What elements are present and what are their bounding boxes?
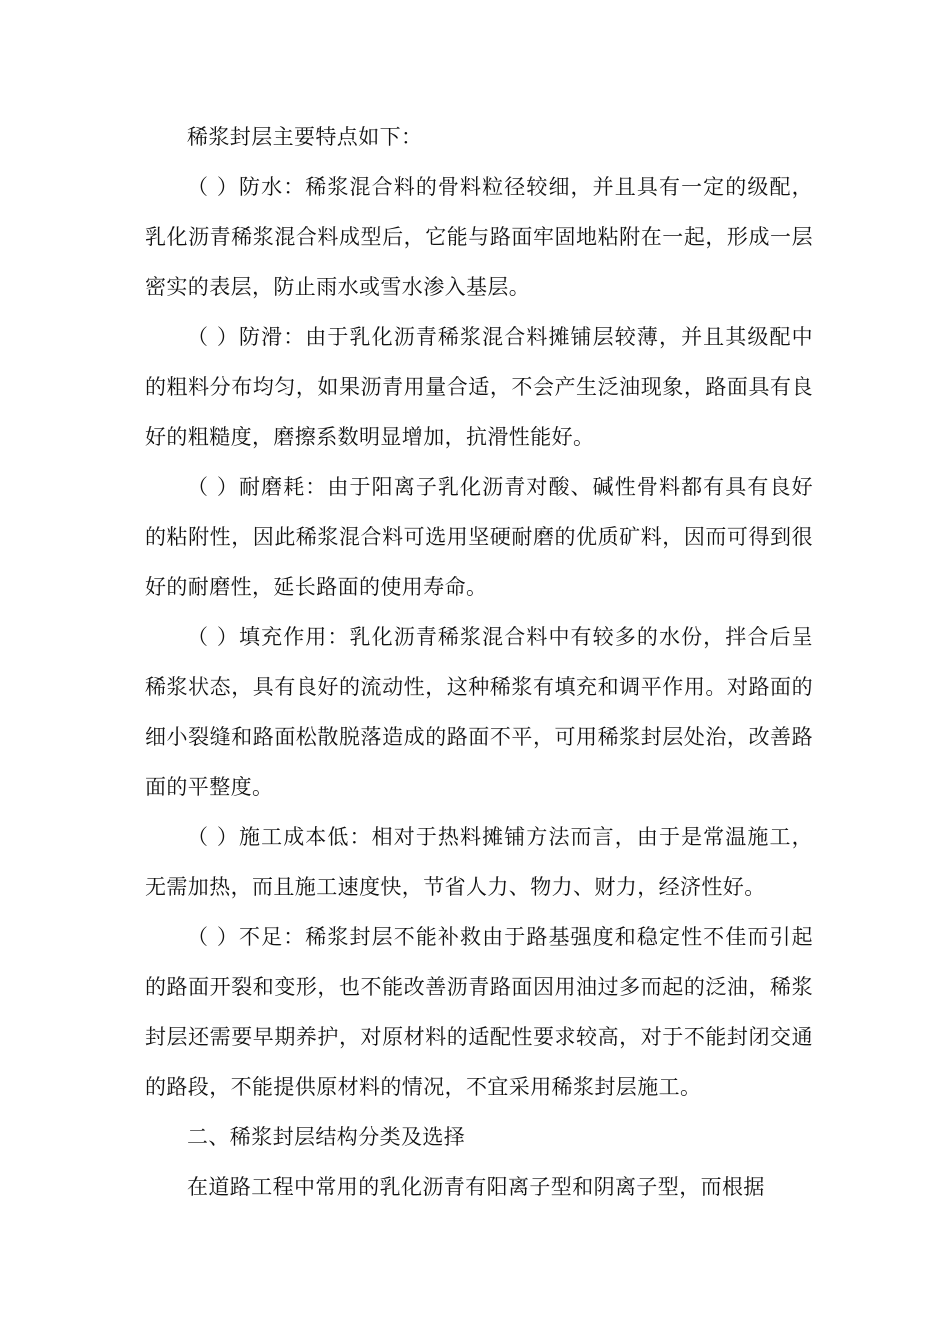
paragraph-filling: （ ）填充作用：乳化沥青稀浆混合料中有较多的水份，拌合后呈稀浆状态，具有良好的流动性，这种稀浆有填充和调平作用。对路面的细小裂缝和路面松散脱落造成的路面不平，可用稀浆封层处治，改善路面的平整度。 [145,625,813,799]
paragraph-shortcomings: （ ）不足：稀浆封层不能补救由于路基强度和稳定性不佳而引起的路面开裂和变形，也不能改善沥青路面因用油过多而起的泛油，稀浆封层还需要早期养护，对原材料的适配性要求较高，对于不能封闭交通的路段，不能提供原材料的情况，不宜采用稀浆封层施工。 [145,925,813,1099]
paragraph-antiskid: （ ）防滑：由于乳化沥青稀浆混合料摊铺层较薄，并且其级配中的粗料分布均匀，如果沥青用量合适，不会产生泛油现象，路面具有良好的粗糙度，磨擦系数明显增加，抗滑性能好。 [145,325,813,449]
paragraph-low-cost: （ ）施工成本低：相对于热料摊铺方法而言，由于是常温施工，无需加热，而且施工速度快，节省人力、物力、财力，经济性好。 [145,825,813,899]
document-body [145,112,813,1212]
paragraph-waterproof: （ ）防水：稀浆混合料的骨料粒径较细，并且具有一定的级配，乳化沥青稀浆混合料成型后，它能与路面牢固地粘附在一起，形成一层密实的表层，防止雨水或雪水渗入基层。 [145,175,813,299]
paragraph-intro: 稀浆封层主要特点如下： [187,125,423,149]
section-heading: 二、稀浆封层结构分类及选择 [187,1125,466,1149]
paragraph-emulsified-asphalt: 在道路工程中常用的乳化沥青有阳离子型和阴离子型，而根据 [187,1175,765,1199]
paragraph-wear-resistance: （ ）耐磨耗：由于阳离子乳化沥青对酸、碱性骨料都有具有良好的粘附性，因此稀浆混合料可选用坚硬耐磨的优质矿料，因而可得到很好的耐磨性，延长路面的使用寿命。 [145,475,813,599]
